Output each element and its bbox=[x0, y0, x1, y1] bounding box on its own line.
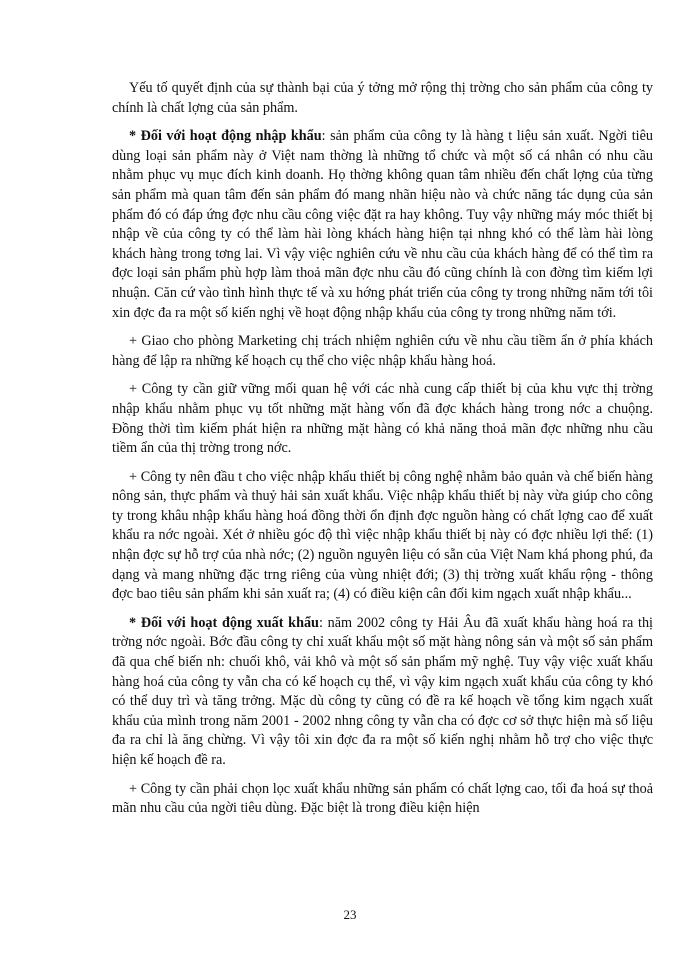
export-body: : năm 2002 công ty Hải Âu đã xuất khẩu hàng hoá ra thị trờng nớc ngoài. Bớc đầu công ty chỉ xuất khẩu một số mặt hàng nông sản và một số sản phẩm đã qua chế biến nh: chuối khô, vải khô và một số sản phẩm mỹ nghệ. Tuy vậy việc xuất khẩu hàng hoá của công ty vẫn cha có kế hoạch cụ thể, vì vậy kim ngạch xuất khẩu của công ty khó có thể duy trì và tăng trởng. Mặc dù công ty cũng có đề ra kế hoạch về tổng kim ngạch xuất khẩu của mình trong năm 2001 - 2002 nhng công ty vẫn cha có đợc cơ sở thực hiện mà số liệu đa ra chỉ là ăng chừng. Vì vậy tôi xin đợc đa ra một số kiến nghị nhằm hỗ trợ cho việc thực hiện kế hoạch đề ra. bbox=[112, 614, 653, 768]
paragraph-quality-recommendation: + Công ty cần phải chọn lọc xuất khẩu những sản phẩm có chất lợng cao, tối đa hoá sự thoả mãn nhu cầu của ngời tiêu dùng. Đặc biệt là trong điều kiện hiện bbox=[112, 780, 653, 817]
import-body: : sản phẩm của công ty là hàng t liệu sản xuất. Ngời tiêu dùng loại sản phẩm này ở Việt nam thờng là những tổ chức và một số cá nhân có nhu cầu nhằm phục vụ mục đích kinh doanh. Họ thờng không quan tâm nhiều đến chất lợng của từng sản phẩm mà quan tâm đến sản phẩm đó mang nhãn hiệu nào và chức năng tác dụng của sản phẩm đó có đáp ứng đợc nhu cầu công việc đặt ra hay không. Tuy vậy những máy móc thiết bị nhập về của công ty có thể làm hài lòng khách hàng hiện tại nhng khó có thể làm hài lòng khách hàng trong tơng lai. Vì vậy việc nghiên cứu về nhu cầu của khách hàng để có thể tìm ra đợc loại sản phẩm phù hợp làm thoả mãn đợc nhu cầu đó cũng chính là con đờng tìm kiếm lợi nhuận. Căn cứ vào tình hình thực tế và xu hớng phát triển của công ty trong những năm tới tôi xin đợc đa ra một số kiến nghị về hoạt động nhập khẩu của công ty trong những năm tới. bbox=[112, 128, 653, 321]
import-heading: * Đối với hoạt động nhập khẩu bbox=[129, 128, 322, 145]
paragraph-supplier-recommendation: + Công ty cần giữ vững mối quan hệ với các nhà cung cấp thiết bị của khu vực thị trờng nhập khẩu nhằm phục vụ tốt những mặt hàng vốn đã đợc khách hàng trong nớc a chuộng. Đồng thời tìm kiếm phát hiện ra những mặt hàng có khả năng thoả mãn đợc những nhu cầu tiềm ẩn của thị trờng trong nớc. bbox=[112, 381, 653, 457]
paragraph-export-activity bbox=[112, 614, 653, 771]
paragraph-marketing-recommendation: + Giao cho phòng Marketing chị trách nhiệm nghiên cứu về nhu cầu tiềm ẩn ở phía khách hàng để lập ra những kế hoạch cụ thể cho việc nhập khẩu hàng hoá. bbox=[112, 333, 653, 369]
page-number: 23 bbox=[343, 907, 357, 922]
document-body bbox=[112, 79, 653, 828]
paragraph-import-activity bbox=[112, 127, 653, 323]
paragraph-intro: Yếu tố quyết định của sự thành bại của ý tởng mở rộng thị trờng cho sản phẩm của công ty chính là chất lợng của sản phẩm. bbox=[112, 80, 653, 116]
paragraph-equipment-recommendation: + Công ty nên đầu t cho việc nhập khẩu thiết bị công nghệ nhằm bảo quản và chế biến hàng nông sản, thực phẩm và thuỷ hải sản xuất khẩu. Việc nhập khẩu thiết bị này vừa giúp cho công ty trong khâu nhập khẩu hàng hoá đồng thời ổn định đợc nguồn hàng có chất lợng cao để xuất khẩu ra nớc ngoài. Xét ở nhiều góc độ thì việc nhập khẩu thiết bị này có đợc nhiều lợi thế: (1) nhận đợc sự hỗ trợ của nhà nớc; (2) nguồn nguyên liệu có sẵn của Việt Nam khá phong phú, đa dạng và mang những đặc trng riêng của vùng nhiệt đới; (3) thị trờng xuất khẩu rộng - thông đợc bao tiêu sản phẩm khi sản xuất ra; (4) có điều kiện cân đối kim ngạch xuất nhập khẩu... bbox=[112, 468, 653, 603]
export-heading: * Đối với hoạt động xuất khẩu bbox=[129, 614, 319, 631]
